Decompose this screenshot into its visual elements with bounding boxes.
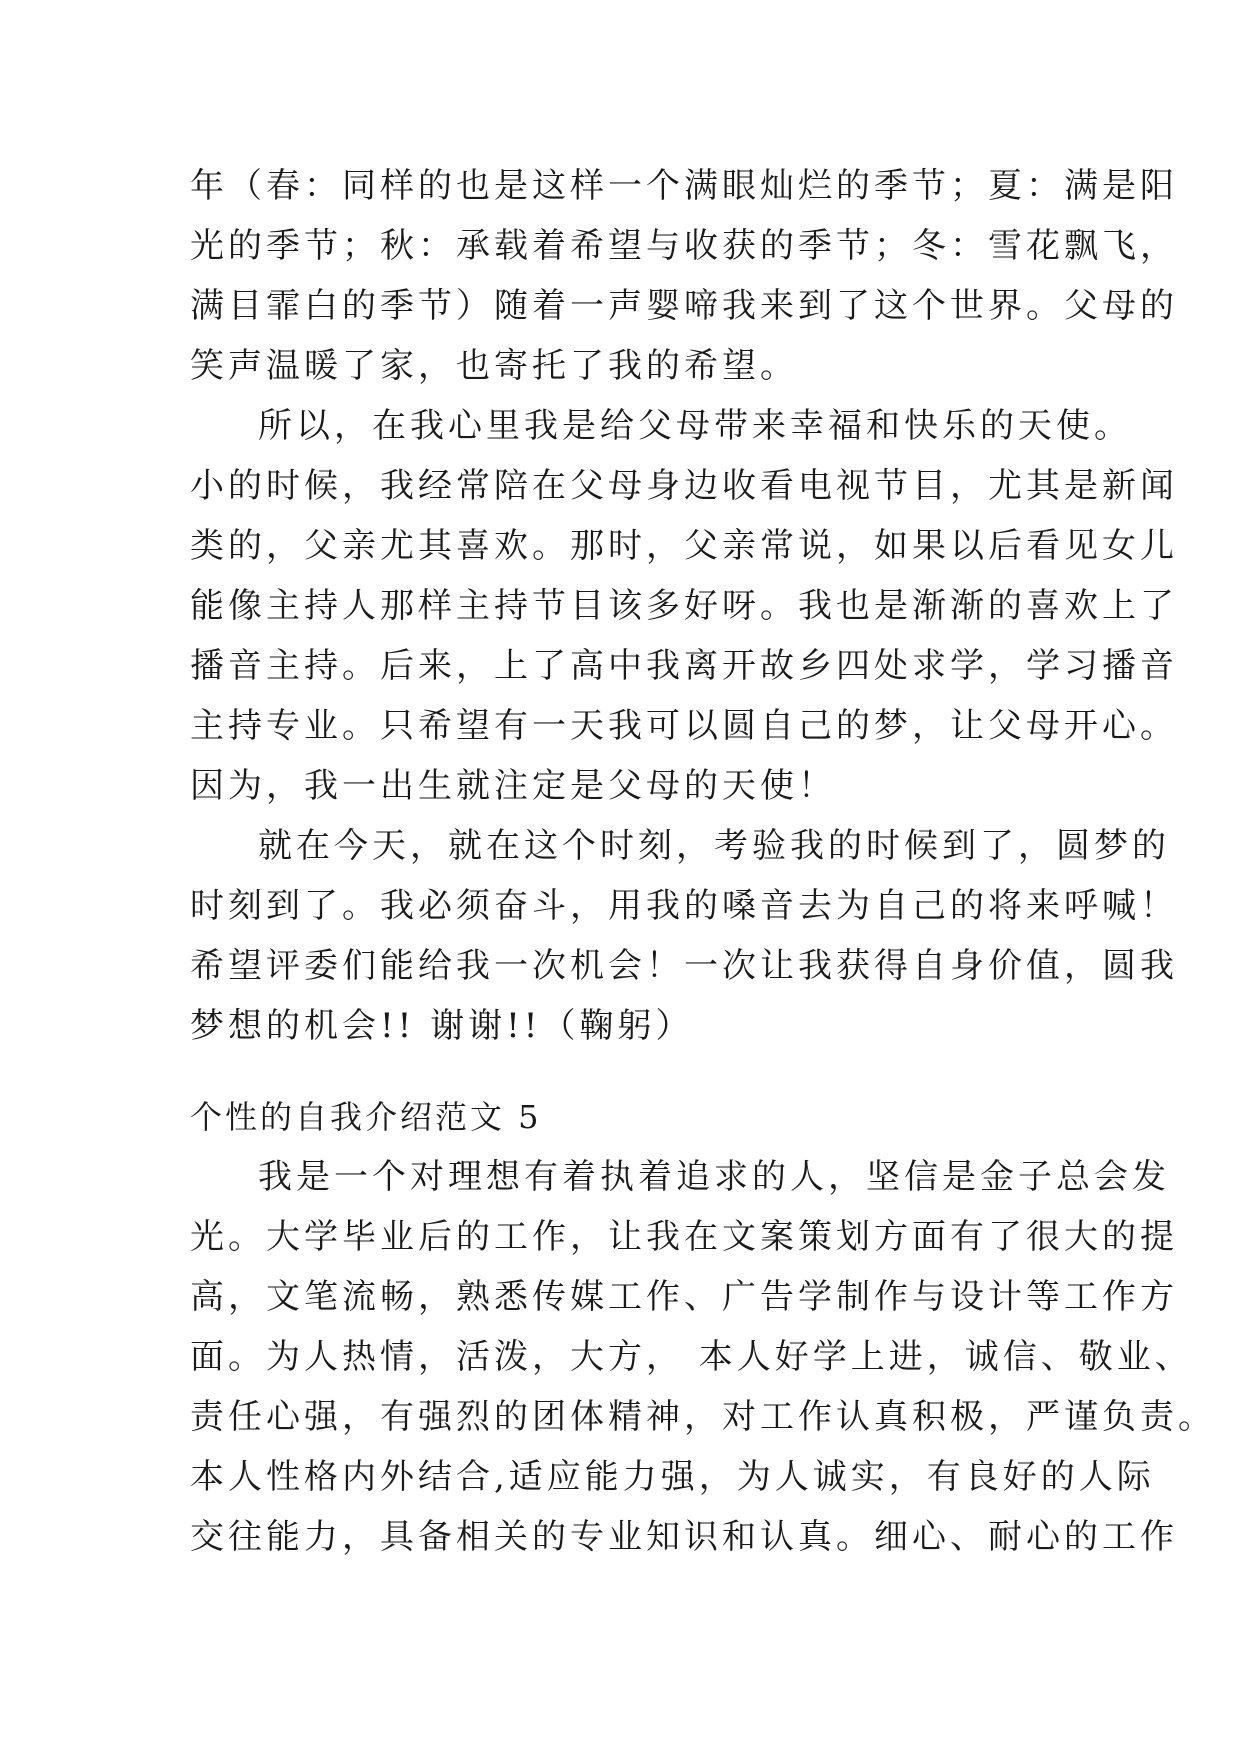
text-line: 本人性格内外结合,适应能力强，为人诚实，有良好的人际: [190, 1457, 1155, 1497]
text-line: 光。大学毕业后的工作，让我在文案策划方面有了很大的提: [190, 1217, 1178, 1257]
paragraph-3: [190, 816, 1178, 1056]
text-line: 满目霏白的季节）随着一声婴啼我来到了这个世界。父母的: [190, 286, 1178, 326]
text-line: 年（春：同样的也是这样一个满眼灿烂的季节；夏：满是阳: [190, 166, 1178, 206]
text-line: 类的，父亲尤其喜欢。那时，父亲常说，如果以后看见女儿: [190, 526, 1178, 566]
text-line: 播音主持。后来，上了高中我离开故乡四处求学，学习播音: [190, 646, 1178, 686]
text-line: 交往能力，具备相关的专业知识和认真。细心、耐心的工作: [190, 1517, 1178, 1557]
text-line: 光的季节；秋：承载着希望与收获的季节；冬：雪花飘飞，: [190, 226, 1178, 266]
text-line: 面。为人热情，活泼，大方， 本人好学上进，诚信、敬业、: [190, 1337, 1193, 1377]
paragraph-2: [190, 396, 1178, 816]
text-line: 就在今天，就在这个时刻，考验我的时候到了，圆梦的: [258, 826, 1170, 866]
text-block-bottom: [190, 1087, 1216, 1567]
text-line: 笑声温暖了家，也寄托了我的希望。: [190, 346, 798, 386]
text-line: 小的时候，我经常陪在父母身边收看电视节目，尤其是新闻: [190, 466, 1178, 506]
section-title: 个性的自我介绍范文 5: [190, 1098, 542, 1136]
text-line: 主持专业。只希望有一天我可以圆自己的梦，让父母开心。: [190, 706, 1178, 746]
text-line: 梦想的机会!! 谢谢!!（鞠躬）: [190, 1006, 694, 1046]
text-line: 所以，在我心里我是给父母带来幸福和快乐的天使。: [258, 406, 1132, 446]
text-block-top: [190, 156, 1178, 1056]
text-line: 希望评委们能给我一次机会！一次让我获得自身价值，圆我: [190, 946, 1178, 986]
paragraph-1: [190, 156, 1178, 396]
text-line: 我是一个对理想有着执着追求的人，坚信是金子总会发: [258, 1157, 1170, 1197]
text-line: 时刻到了。我必须奋斗，用我的嗓音去为自己的将来呼喊！: [190, 886, 1178, 926]
text-line: 能像主持人那样主持节目该多好呀。我也是渐渐的喜欢上了: [190, 586, 1178, 626]
text-line: 高，文笔流畅，熟悉传媒工作、广告学制作与设计等工作方: [190, 1277, 1178, 1317]
paragraph-4: [190, 1147, 1216, 1567]
text-line: 责任心强，有强烈的团体精神，对工作认真积极，严谨负责。: [190, 1397, 1216, 1437]
text-line: 因为，我一出生就注定是父母的天使！: [190, 766, 836, 806]
